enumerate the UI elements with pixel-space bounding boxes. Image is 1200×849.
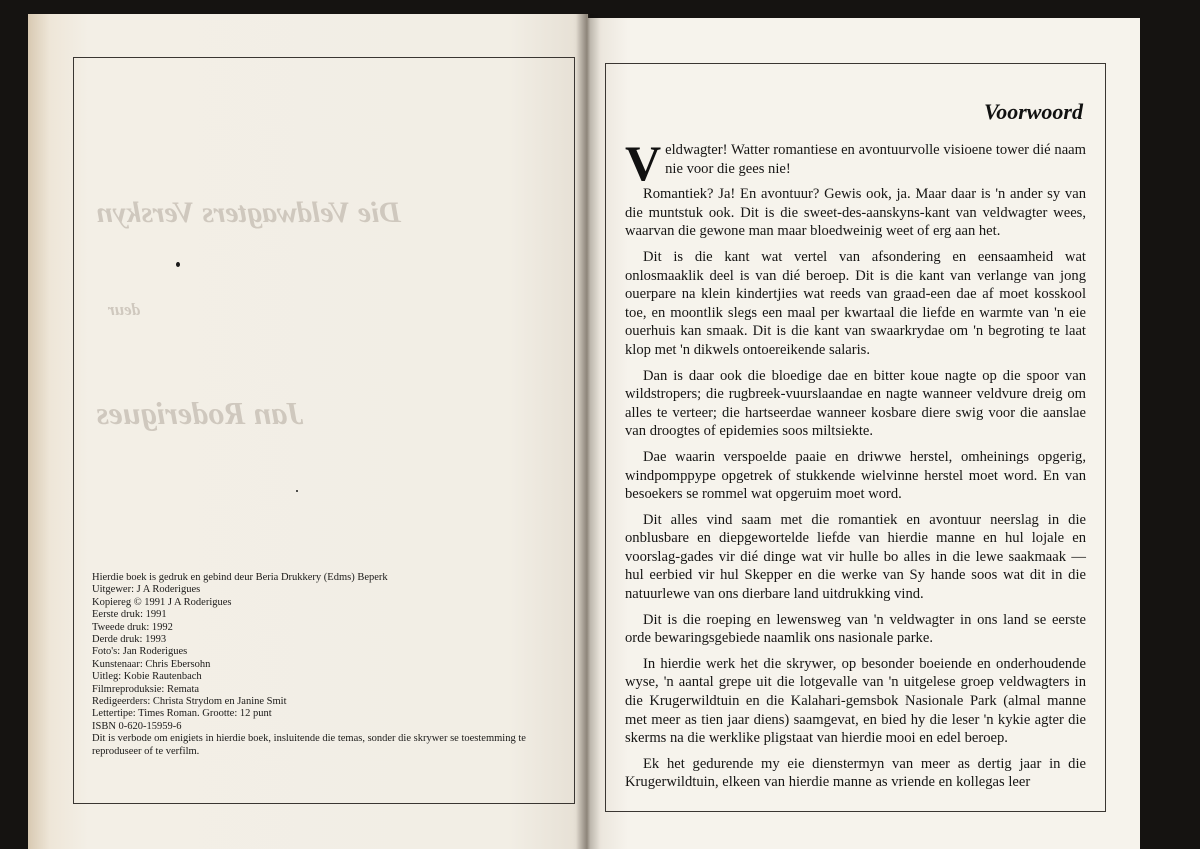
- imprint-line: Kunstenaar: Chris Ebersohn: [92, 658, 211, 670]
- imprint-line: Redigeerders: Christa Strydom en Janine Smit: [92, 696, 287, 708]
- imprint-line: Filmreproduksie: Remata: [92, 683, 200, 695]
- imprint-line: Uitleg: Kobie Rautenbach: [92, 671, 202, 683]
- imprint-line: Tweede druk: 1992: [92, 621, 173, 633]
- print-speck: [176, 262, 180, 267]
- paragraph: In hierdie werk het die skrywer, op besonder boeiende en onderhoudende wyse, 'n aantal grepe uit die lotgevalle van 'n uitgelese groep veldwagters in die Krugerwildtuin en die Kalahari-gemsbok Nasionale Park (almal manne met meer as tien jaar diens) saamgevat, en bied hy die leser 'n kykie agter die skerms na die werklike pligstaat van hierdie mooi en edel beroep.: [625, 655, 1086, 747]
- imprint-line: Hierdie boek is gedruk en gebind deur Beria Drukkery (Edms) Beperk: [92, 572, 388, 583]
- paragraph: Dit is die roeping en lewensweg van 'n veldwagter in ons land se eerste orde bewaringsgebiede naamlik ons nasionale parke.: [625, 611, 1086, 647]
- drop-cap: V: [625, 135, 662, 191]
- page-title: Voorwoord: [983, 99, 1083, 124]
- paragraph: Ek het gedurende my eie dienstermyn van meer as dertig jaar in die Krugerwildtuin, elkeen van hierdie manne as vriende en kollegas leer: [625, 755, 1086, 791]
- ghost-author: Jan Roderigues: [96, 395, 304, 431]
- ghost-title: Die Veldwagters Verskyn: [96, 196, 402, 229]
- paragraph: Dit is die kant wat vertel van afsondering en eensaamheid wat onlosmaaklik deel is van dié beroep. Dit is die kant van verlange van jong ouerpare na klein kindertjies wat reeds van graad-een dae af moet kosskool toe, en moontlik slegs een maal per kwartaal die liefde en warmte van 'n eie ouerhuis kan smaak. Dit is die kant van swaarkrydae om 'n begroting te laat klop met 'n dikwels ontoereikende salaris.: [625, 248, 1086, 358]
- book-spine-shadow: [576, 14, 600, 849]
- paragraph: Dan is daar ook die bloedige dae en bitter koue nagte op die spoor van wildstropers; die rugbreek-vuurslaandae en nagte wanneer veldvure dreig om alles te verteer; die hartseerdae wanneer kosbare diere swig voor die aanslae van droogtes of epidemies soos miltsiekte.: [625, 367, 1086, 440]
- imprint-line: Derde druk: 1993: [92, 634, 167, 646]
- imprint-block: [92, 572, 562, 758]
- print-speck: [296, 490, 298, 492]
- imprint-line: Lettertipe: Times Roman. Grootte: 12 punt: [92, 708, 272, 720]
- ghost-by: deur: [108, 300, 141, 319]
- imprint-line: ISBN 0-620-15959-6: [92, 720, 182, 732]
- paragraph: Veldwagter! Watter romantiese en avontuurvolle visioene tower dié naam nie voor die gees nie!: [625, 135, 1086, 191]
- paragraph: Dit alles vind saam met die romantiek en avontuur neerslag in die onblusbare en diepgewortelde liefde van hierdie manne en hul lojale en voorslag-gades vir dié dinge wat vir hulle bo alles in die lewe saakmaak — hul eerbied vir hul Skepper en die werke van Sy hande soos wat dit in die natuurlewe van ons dierbare land uitdrukking vind.: [625, 511, 1086, 603]
- paragraph: Dae waarin verspoelde paaie en driwwe herstel, omheinings opgerig, windpomppype opgetrek of stukkende wielvinne herstel moet word. En van besoekers se rommel wat opgeruim moet word.: [625, 448, 1086, 503]
- foreword-body: [625, 135, 1086, 799]
- imprint-line: Uitgewer: J A Roderigues: [92, 584, 201, 596]
- imprint-line: Eerste druk: 1991: [92, 609, 167, 621]
- imprint-copyright-notice: Dit is verbode om enigiets in hierdie boek, insluitende die temas, sonder die skrywer se toestemming te reproduseer of te verfilm.: [92, 733, 526, 757]
- paragraph: Romantiek? Ja! En avontuur? Gewis ook, ja. Maar daar is 'n ander sy van die muntstuk ook. Dit is die sweet-des-aanskyns-kant van veldwagter wees, waarvan die gewone man maar bloedweinig weet of erg aan het.: [625, 186, 1086, 240]
- imprint-line: Foto's: Jan Roderigues: [92, 646, 188, 658]
- imprint-line: Kopiereg © 1991 J A Roderigues: [92, 596, 232, 608]
